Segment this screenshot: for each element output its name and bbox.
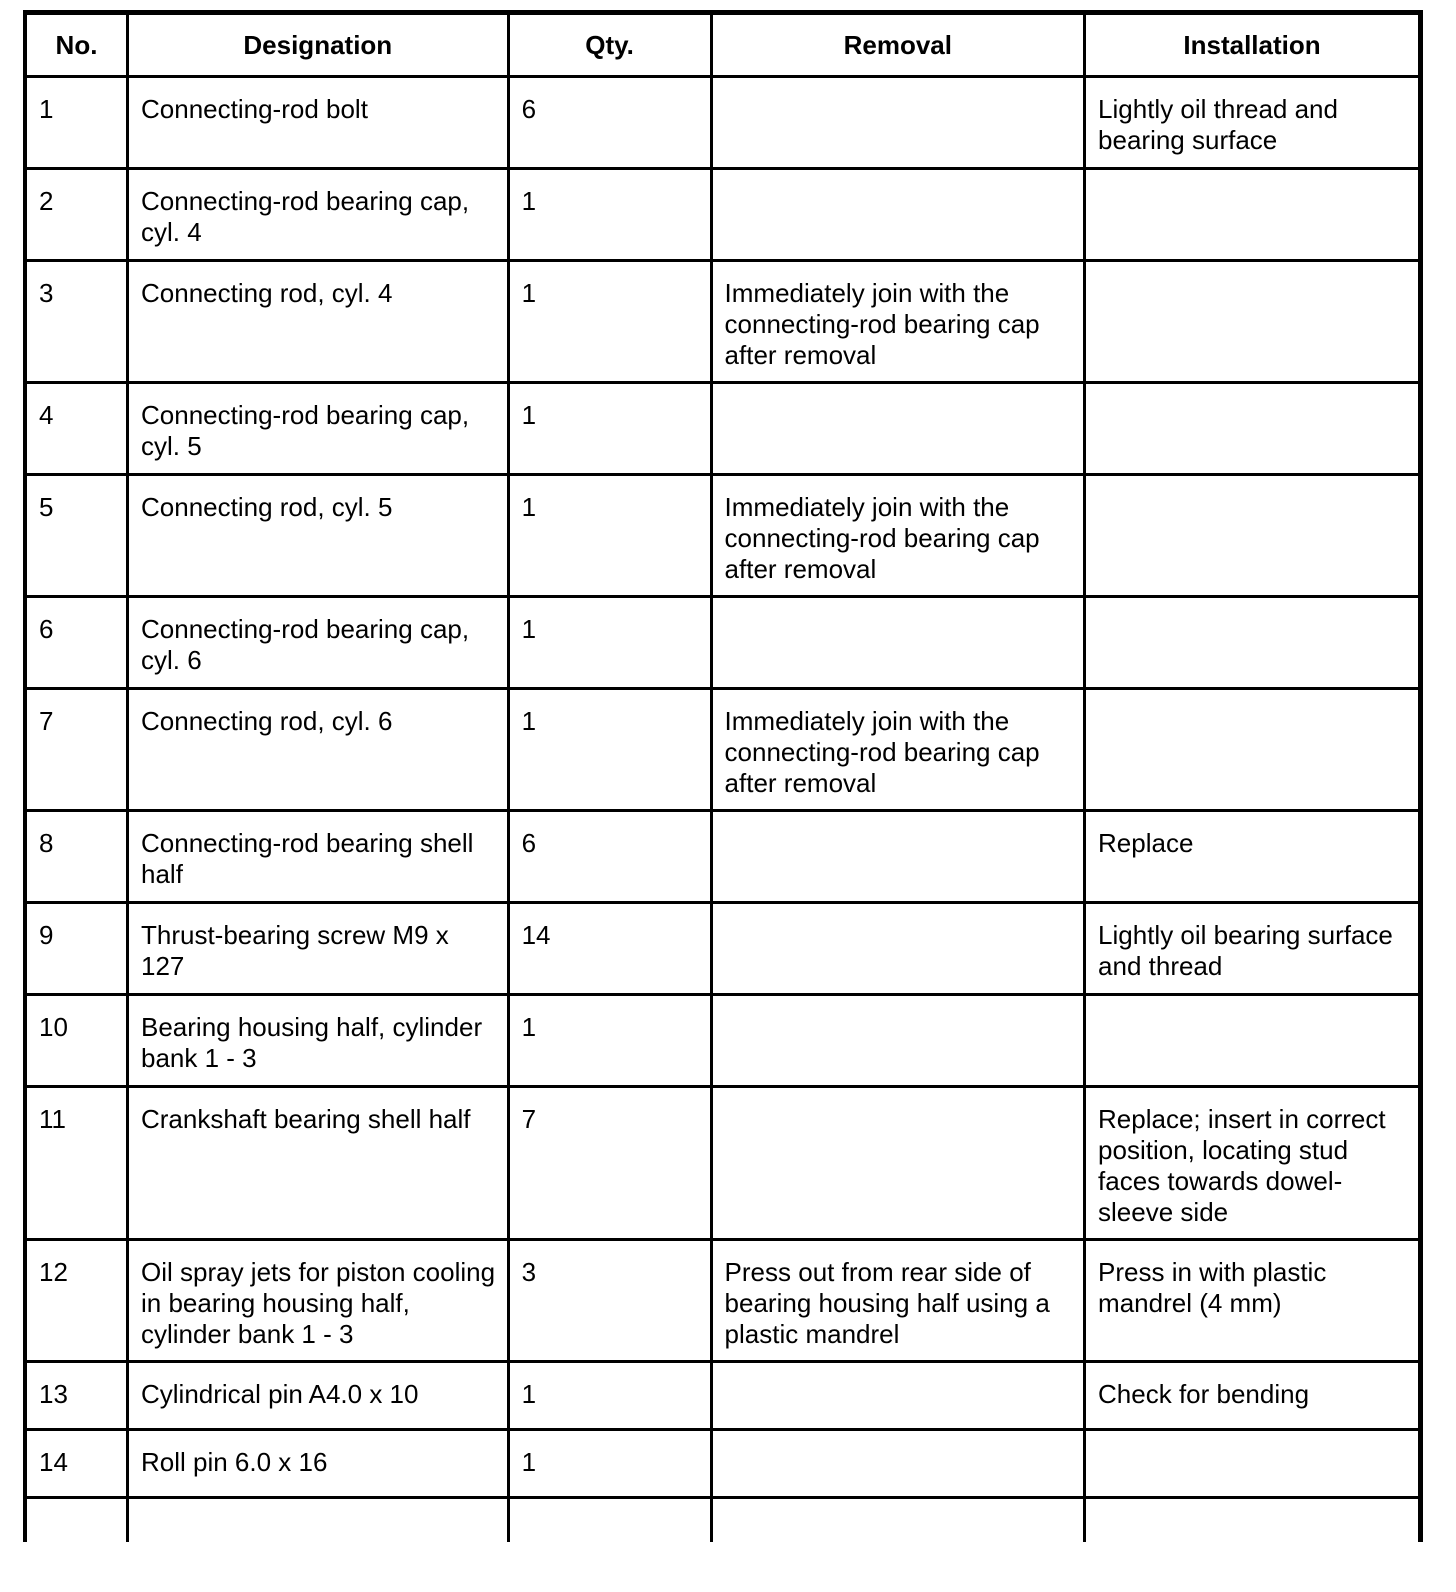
cell-no: 3: [25, 261, 128, 383]
cell-qty: 1: [508, 475, 711, 597]
cell-no: 6: [25, 597, 128, 689]
cell-removal: Press out from rear side of bearing housing half using a plastic mandrel: [711, 1240, 1084, 1362]
cell-removal: [711, 1362, 1084, 1430]
table-row: [25, 475, 1421, 597]
header-installation: Installation: [1085, 13, 1421, 77]
cell-designation: Connecting rod, cyl. 6: [128, 689, 509, 811]
cell-qty: 1: [508, 383, 711, 475]
cell-installation: [1085, 995, 1421, 1087]
cell-installation: Replace; insert in correct position, locating stud faces towards dowel-sleeve side: [1085, 1087, 1421, 1240]
cell-installation: [1085, 689, 1421, 811]
cell-installation: Check for bending: [1085, 1362, 1421, 1430]
header-qty: Qty.: [508, 13, 711, 77]
table-row: [25, 1087, 1421, 1240]
cell-installation: Press in with plastic mandrel (4 mm): [1085, 1240, 1421, 1362]
cell-installation: [1085, 475, 1421, 597]
cell-removal: [711, 383, 1084, 475]
cell-installation: [1085, 261, 1421, 383]
cell-designation: Connecting-rod bearing cap, cyl. 6: [128, 597, 509, 689]
empty-cell: [711, 1498, 1084, 1542]
cell-removal: [711, 169, 1084, 261]
cell-installation: [1085, 1430, 1421, 1498]
cell-removal: [711, 1087, 1084, 1240]
cell-no: 2: [25, 169, 128, 261]
cell-qty: 1: [508, 1430, 711, 1498]
header-designation: Designation: [128, 13, 509, 77]
cell-removal: [711, 77, 1084, 169]
table-row: [25, 1362, 1421, 1430]
cell-designation: Crankshaft bearing shell half: [128, 1087, 509, 1240]
cell-qty: 14: [508, 903, 711, 995]
cell-no: 12: [25, 1240, 128, 1362]
cell-designation: Thrust-bearing screw M9 x 127: [128, 903, 509, 995]
cell-installation: [1085, 383, 1421, 475]
cell-installation: [1085, 597, 1421, 689]
cell-qty: 3: [508, 1240, 711, 1362]
cell-no: 4: [25, 383, 128, 475]
table-row-empty: [25, 1498, 1421, 1542]
cell-no: 5: [25, 475, 128, 597]
cell-no: 8: [25, 811, 128, 903]
cell-designation: Bearing housing half, cylinder bank 1 - 3: [128, 995, 509, 1087]
cell-qty: 6: [508, 811, 711, 903]
cell-removal: [711, 1430, 1084, 1498]
empty-cell: [128, 1498, 509, 1542]
cell-removal: Immediately join with the connecting-rod bearing cap after removal: [711, 475, 1084, 597]
cell-designation: Connecting-rod bolt: [128, 77, 509, 169]
table-row: [25, 77, 1421, 169]
cell-no: 10: [25, 995, 128, 1087]
empty-cell: [508, 1498, 711, 1542]
cell-removal: [711, 597, 1084, 689]
cell-no: 11: [25, 1087, 128, 1240]
table-row: [25, 383, 1421, 475]
cell-installation: Lightly oil bearing surface and thread: [1085, 903, 1421, 995]
table-row: [25, 597, 1421, 689]
header-row: [25, 13, 1421, 77]
table-body: [25, 77, 1421, 1542]
cell-designation: Cylindrical pin A4.0 x 10: [128, 1362, 509, 1430]
cell-designation: Connecting-rod bearing cap, cyl. 4: [128, 169, 509, 261]
cell-designation: Connecting-rod bearing shell half: [128, 811, 509, 903]
cell-no: 7: [25, 689, 128, 811]
cell-designation: Connecting rod, cyl. 4: [128, 261, 509, 383]
cell-installation: Lightly oil thread and bearing surface: [1085, 77, 1421, 169]
cell-no: 9: [25, 903, 128, 995]
table-row: [25, 689, 1421, 811]
cell-qty: 1: [508, 689, 711, 811]
cell-designation: Roll pin 6.0 x 16: [128, 1430, 509, 1498]
table-row: [25, 995, 1421, 1087]
cell-installation: Replace: [1085, 811, 1421, 903]
table-row: [25, 811, 1421, 903]
table-row: [25, 1240, 1421, 1362]
cell-no: 13: [25, 1362, 128, 1430]
cell-qty: 1: [508, 597, 711, 689]
cell-removal: [711, 903, 1084, 995]
empty-cell: [25, 1498, 128, 1542]
cell-removal: Immediately join with the connecting-rod bearing cap after removal: [711, 261, 1084, 383]
cell-designation: Connecting-rod bearing cap, cyl. 5: [128, 383, 509, 475]
cell-qty: 1: [508, 169, 711, 261]
cell-designation: Oil spray jets for piston cooling in bearing housing half, cylinder bank 1 - 3: [128, 1240, 509, 1362]
parts-table: [23, 10, 1423, 1542]
cell-qty: 1: [508, 261, 711, 383]
cell-qty: 1: [508, 995, 711, 1087]
table-row: [25, 169, 1421, 261]
header-no: No.: [25, 13, 128, 77]
cell-qty: 7: [508, 1087, 711, 1240]
cell-designation: Connecting rod, cyl. 5: [128, 475, 509, 597]
cell-no: 1: [25, 77, 128, 169]
cell-no: 14: [25, 1430, 128, 1498]
table-row: [25, 261, 1421, 383]
cell-qty: 6: [508, 77, 711, 169]
cell-removal: Immediately join with the connecting-rod bearing cap after removal: [711, 689, 1084, 811]
cell-removal: [711, 811, 1084, 903]
empty-cell: [1085, 1498, 1421, 1542]
table-row: [25, 1430, 1421, 1498]
table-row: [25, 903, 1421, 995]
cell-qty: 1: [508, 1362, 711, 1430]
cell-removal: [711, 995, 1084, 1087]
cell-installation: [1085, 169, 1421, 261]
header-removal: Removal: [711, 13, 1084, 77]
